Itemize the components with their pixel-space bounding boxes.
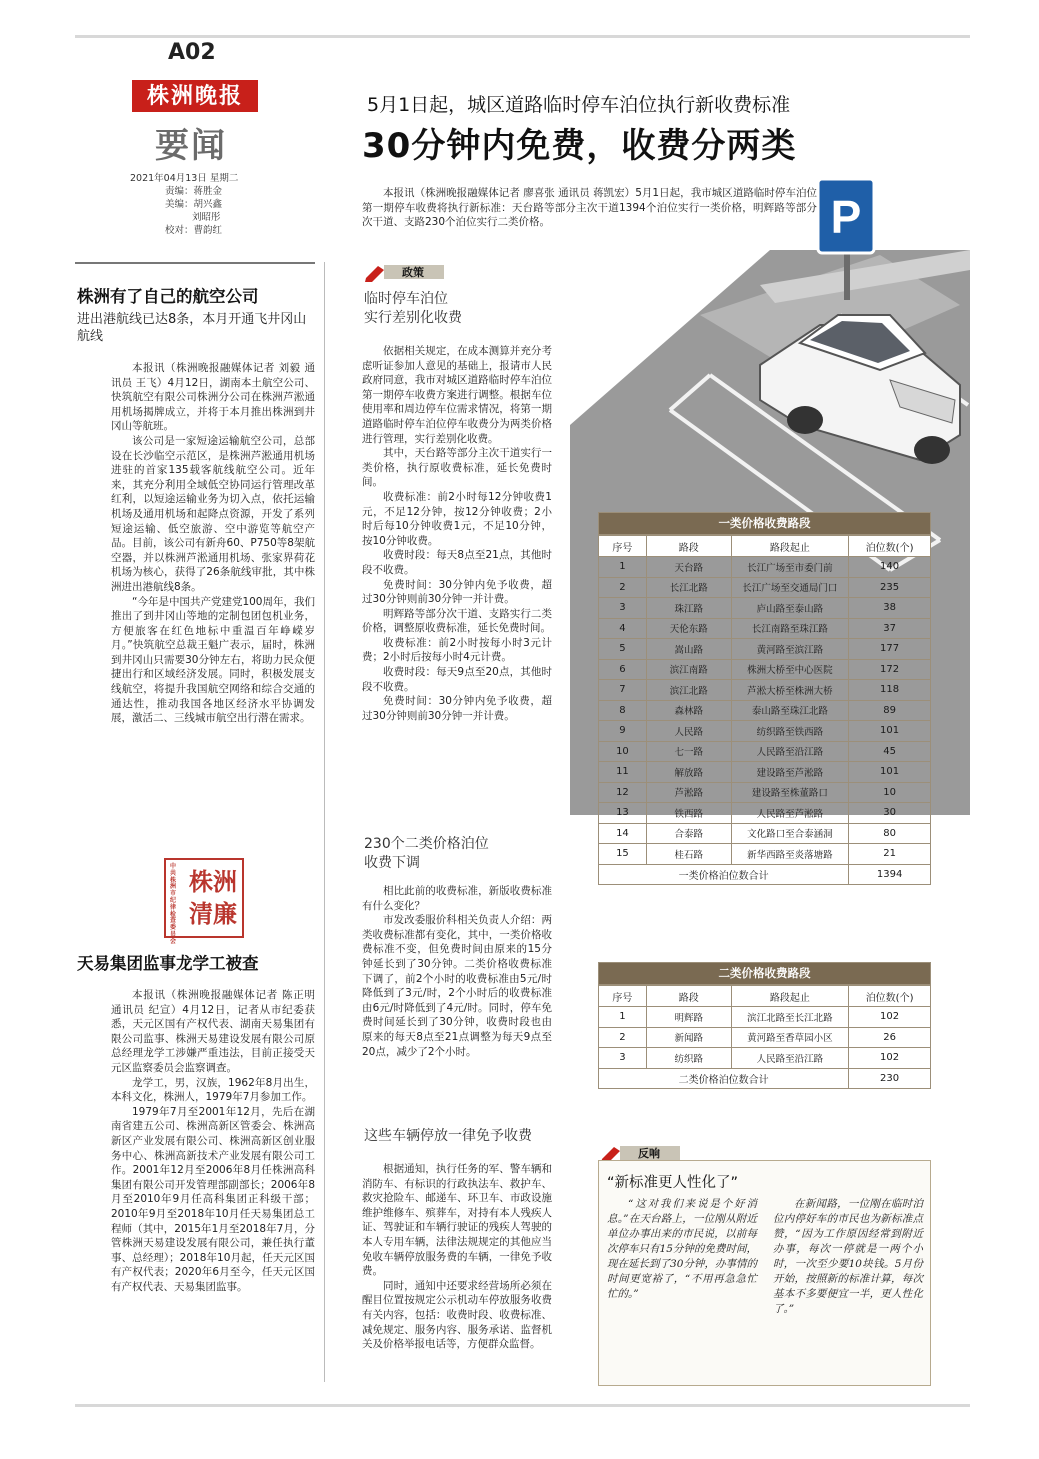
masthead-logo: 株洲晚报 xyxy=(132,80,258,112)
table-row xyxy=(599,844,931,865)
integrity-seal xyxy=(164,858,244,945)
table1-col-index: 序号 xyxy=(599,536,647,557)
policy-tag xyxy=(362,262,452,282)
cell-range: 人民路至芦淞路 xyxy=(731,803,849,824)
cell-road: 明辉路 xyxy=(646,1007,731,1028)
sec2-title-line1: 230个二类价格泊位 xyxy=(364,836,489,852)
top-rule xyxy=(75,35,970,38)
cell-range: 新华西路至炎落塘路 xyxy=(731,844,849,865)
cell-spaces: 140 xyxy=(849,557,931,578)
table-row xyxy=(599,782,931,803)
cell-index: 15 xyxy=(599,844,647,865)
cell-road: 滨江南路 xyxy=(646,659,731,680)
sec2-title-line2: 收费下调 xyxy=(364,855,420,871)
cell-range: 芦淞大桥至株洲大桥 xyxy=(731,680,849,701)
fee-table-class1 xyxy=(598,512,931,885)
cell-road: 解放路 xyxy=(646,762,731,783)
table1-col-road: 路段 xyxy=(646,536,731,557)
cell-range: 株洲大桥至中心医院 xyxy=(731,659,849,680)
story-airline xyxy=(77,283,315,726)
table1-col-spaces: 泊位数(个) xyxy=(849,536,931,557)
cell-spaces: 172 xyxy=(849,659,931,680)
table-row xyxy=(599,741,931,762)
cell-spaces: 102 xyxy=(849,1048,931,1069)
sec3-title: 这些车辆停放一律免予收费 xyxy=(364,1128,532,1144)
table-row xyxy=(599,721,931,742)
cell-range: 长江广场至市委门前 xyxy=(731,557,849,578)
sec1-para-1: 依据相关规定，在成本测算并充分考虑听证参加人意见的基础上，报请市人民政府同意，我市对城区道路临时停车泊位第一期停车收费方案进行调整。根据车位使用率和周边停车位需求情况，将第一期道路临时停车泊位停车收费分为两类价格进行管理，实行差别化收费。 xyxy=(362,345,552,445)
sec2-para-1: 相比此前的收费标准，新版收费标准有什么变化？ xyxy=(362,885,552,912)
main-lead-text: 本报讯（株洲晚报融媒体记者 廖喜张 通讯员 蒋凯宏）5月1日起，我市城区道路临时停车泊位第一期停车收费将执行新标准：天台路等部分主次干道1394个泊位实行一类价格，明辉路等部分次干道、支路230个泊位实行二类价格。 xyxy=(362,187,817,229)
left-divider-top xyxy=(75,262,315,264)
cell-road: 合泰路 xyxy=(646,823,731,844)
cell-spaces: 102 xyxy=(849,1007,931,1028)
cell-spaces: 101 xyxy=(849,721,931,742)
cell-index: 7 xyxy=(599,680,647,701)
cell-index: 1 xyxy=(599,557,647,578)
table2-total-label: 二类价格泊位数合计 xyxy=(599,1068,849,1089)
cell-index: 9 xyxy=(599,721,647,742)
cell-index: 1 xyxy=(599,1007,647,1028)
cell-road: 人民路 xyxy=(646,721,731,742)
cell-range: 泰山路至珠江北路 xyxy=(731,700,849,721)
cell-range: 黄河路至香草园小区 xyxy=(731,1027,849,1048)
cell-index: 11 xyxy=(599,762,647,783)
table-row xyxy=(599,618,931,639)
table-row xyxy=(599,639,931,660)
meta-date: 2021年04月13日 星期二 xyxy=(130,173,239,184)
sec1-para-9: 免费时间：30分钟内免予收费，超过30分钟则前30分钟一并计费。 xyxy=(362,695,552,722)
table2-title: 二类价格收费路段 xyxy=(598,962,931,985)
story-airline-para-2: 该公司是一家短途运输航空公司，总部设在长沙临空示范区，是株洲芦淞通用机场进驻的首家135载客航线航空公司。近年来，其充分利用全域低空协同运行管理改革红利，以短途运输业务为切入点，依托运输机场及通用机场和起降点资源，开发了系列短途运输、低空旅游、空中游览等航空产品。目前，该公司有新舟60、P750等8架航空器，并以株洲芦淞通用机场、张家界荷花机场为核心，获得了26条航线审批，其中株洲进出港航线8条。 xyxy=(111,434,315,593)
meta-editor: 责编：蒋胜金 xyxy=(165,186,223,197)
sec1-para-3: 收费标准：前2小时每12分钟收费1元，不足12分钟，按12分钟收费；2小时后每10分钟收费1元，不足10分钟，按10分钟收费。 xyxy=(362,490,552,547)
cell-range: 庐山路至泰山路 xyxy=(731,598,849,619)
table1 xyxy=(598,535,931,885)
cell-spaces: 30 xyxy=(849,803,931,824)
table-row xyxy=(599,1027,931,1048)
cell-spaces: 177 xyxy=(849,639,931,660)
table-row xyxy=(599,823,931,844)
sec1-title xyxy=(364,290,462,328)
story-airline-title: 株洲有了自己的航空公司 xyxy=(77,287,259,306)
cell-road: 长江北路 xyxy=(646,577,731,598)
sec2-para-2: 市发改委服价科相关负责人介绍：两类收费标准都有变化，其中，一类价格收费标准不变，但免费时间由原来的15分钟延长到了30分钟。二类价格收费标准下调了，前2个小时的收费标准由5元/时降低到了3元/时，2个小时后的收费标准由6元/时降低到了4元/时。同时，停车免费时间延长到了30分钟，收费时段也由原来的每天8点至21点调整为每天9点至20点，减少了2个小时。 xyxy=(362,914,552,1058)
cell-index: 3 xyxy=(599,598,647,619)
story-airline-subtitle: 进出港航线已达8条，本月开通飞井冈山航线 xyxy=(77,312,307,344)
table1-total-row xyxy=(599,864,931,885)
sec1-para-5: 免费时间：30分钟内免予收费，超过30分钟则前30分钟一并计费。 xyxy=(362,578,552,606)
meta-art-editor-2: 刘昭彤 xyxy=(192,212,221,223)
cell-index: 13 xyxy=(599,803,647,824)
cell-range: 建设路至株董路口 xyxy=(731,782,849,803)
cell-spaces: 21 xyxy=(849,844,931,865)
table1-header-row xyxy=(599,536,931,557)
cell-index: 8 xyxy=(599,700,647,721)
section-title: 要闻 xyxy=(155,126,227,166)
cell-index: 5 xyxy=(599,639,647,660)
cell-range: 纺织路至铁西路 xyxy=(731,721,849,742)
meta-proofreader: 校对：曹韵红 xyxy=(165,225,223,236)
cell-road: 珠江路 xyxy=(646,598,731,619)
sec1-para-4: 收费时段：每天8点至21点，其他时段不收费。 xyxy=(362,549,552,576)
fee-table-class2 xyxy=(598,962,931,1089)
cell-road: 芦淞路 xyxy=(646,782,731,803)
feedback-tag-label: 反响 xyxy=(638,1147,660,1160)
cell-road: 天伦东路 xyxy=(646,618,731,639)
cell-spaces: 235 xyxy=(849,577,931,598)
cell-spaces: 80 xyxy=(849,823,931,844)
main-kicker: 5月1日起，城区道路临时停车泊位执行新收费标准 xyxy=(367,94,791,116)
table2-total-row xyxy=(599,1068,931,1089)
table-row xyxy=(599,577,931,598)
cell-road: 森林路 xyxy=(646,700,731,721)
cell-index: 6 xyxy=(599,659,647,680)
cell-road: 天台路 xyxy=(646,557,731,578)
story-inspection-para-3: 1979年7月至2001年12月，先后在湖南省建五公司、株洲高新区管委会、株洲高新区产业发展有限公司、株洲高新区创业服务中心、株洲高新技术产业发展有限公司工作。2001年12月至2006年8月任株洲高科集团有限公司开发管理部副部长；2006年8月至2010年9月任高科集团正科级干部；2010年9月至2018年10月任天易集团总工程师（其中，2015年1月至2018年7月，分管株洲天易建设发展有限公司，兼任执行董事、总经理）；2018年10月起，任天元区国有产权代表；2020年6月至今，任天元区国有产权代表、天易集团监事。 xyxy=(111,1105,315,1293)
table1-total-value: 1394 xyxy=(849,864,931,885)
table2-header-row xyxy=(599,986,931,1007)
cell-range: 文化路口至合泰涵洞 xyxy=(731,823,849,844)
cell-range: 黄河路至滨江路 xyxy=(731,639,849,660)
main-headline: 30分钟内免费，收费分两类 xyxy=(362,126,797,166)
cell-index: 12 xyxy=(599,782,647,803)
table-row xyxy=(599,659,931,680)
table-row xyxy=(599,598,931,619)
story-inspection-para-1: 本报讯（株洲晚报融媒体记者 陈正明 通讯员 纪宣）4月12日，记者从市纪委获悉，天元区国有产权代表、湖南天易集团有限公司监事、株洲天易建设发展有限公司原总经理龙学工涉嫌严重违法，目前正接受天元区监察委员会监察调查。 xyxy=(111,989,315,1074)
cell-index: 10 xyxy=(599,741,647,762)
cell-road: 纺织路 xyxy=(646,1048,731,1069)
sec1-para-8: 收费时段：每天9点至20点，其他时段不收费。 xyxy=(362,666,552,693)
feedback-box xyxy=(598,1160,931,1386)
cell-index: 14 xyxy=(599,823,647,844)
sec3-para-1: 根据通知，执行任务的军、警车辆和消防车、有标识的行政执法车、救护车、救灾抢险车、邮递车、环卫车、市政设施维护维修车、殡葬车，对持有本人残疾人证、驾驶证和车辆行驶证的残疾人驾驶的本人专用车辆，法律法规规定的其他应当免收车辆停放服务费的车辆，一律免予收费。 xyxy=(362,1163,552,1278)
cell-index: 4 xyxy=(599,618,647,639)
cell-road: 七一路 xyxy=(646,741,731,762)
table1-col-range: 路段起止 xyxy=(731,536,849,557)
cell-range: 人民路至沿江路 xyxy=(731,741,849,762)
sec1-title-line1: 临时停车泊位 xyxy=(364,291,448,307)
cell-spaces: 37 xyxy=(849,618,931,639)
cell-range: 人民路至沿江路 xyxy=(731,1048,849,1069)
cell-road: 新闻路 xyxy=(646,1027,731,1048)
left-column-rule xyxy=(324,262,325,1382)
cell-spaces: 89 xyxy=(849,700,931,721)
cell-index: 2 xyxy=(599,1027,647,1048)
page-number: A02 xyxy=(168,40,216,65)
table-row xyxy=(599,700,931,721)
sec1-title-line2: 实行差别化收费 xyxy=(364,310,462,326)
cell-spaces: 118 xyxy=(849,680,931,701)
story-airline-para-3: “今年是中国共产党建党100周年，我们推出了到井冈山等地的定制包团包机业务，方便旅客在红色地标中重温百年峥嵘岁月。”快筑航空总裁王魁广表示，届时，株洲到井冈山只需要30分钟左右，将助力民众便捷出行和区域经济发展。同时，积极发展支线航空，将提升我国航空网络和综合交通的通达性，推动我国各地区经济水平协调发展，激活二、三线城市航空出行潜在需求。 xyxy=(111,595,315,725)
cell-index: 2 xyxy=(599,577,647,598)
table2-col-spaces: 泊位数(个) xyxy=(849,986,931,1007)
cell-spaces: 101 xyxy=(849,762,931,783)
table-row xyxy=(599,1048,931,1069)
cell-road: 滨江北路 xyxy=(646,680,731,701)
story-airline-para-1: 本报讯（株洲晚报融媒体记者 刘毅 通讯员 王飞）4月12日，湖南本土航空公司、快筑航空有限公司株洲分公司在株洲芦淞通用机场揭牌成立，并将于本月推出株洲到井冈山等航班。 xyxy=(111,362,315,433)
table2-total-value: 230 xyxy=(849,1068,931,1089)
cell-range: 滨江北路至长江北路 xyxy=(731,1007,849,1028)
seal-main-text: 株洲清廉 xyxy=(189,867,237,928)
cell-road: 桂石路 xyxy=(646,844,731,865)
sec3-body xyxy=(362,1162,552,1352)
feedback-title: “新标准更人性化了” xyxy=(607,1175,739,1191)
cell-range: 建设路至芦淞路 xyxy=(731,762,849,783)
table1-title: 一类价格收费路段 xyxy=(598,512,931,535)
cell-spaces: 38 xyxy=(849,598,931,619)
cell-road: 嵩山路 xyxy=(646,639,731,660)
story-inspection xyxy=(77,950,315,1294)
story-inspection-title: 天易集团监事龙学工被查 xyxy=(77,954,259,973)
cell-spaces: 10 xyxy=(849,782,931,803)
sec1-body xyxy=(362,344,552,723)
feedback-col-1: “这对我们来说是个好消息。”在天台路上，一位刚从附近单位办事出来的市民说，以前每次停车只有15分钟的免费时间，现在延长到了30分钟，办事情的时间更宽裕了，“不用再急急忙忙的。” xyxy=(607,1198,757,1300)
policy-tag-label: 政策 xyxy=(402,266,424,279)
page-meta xyxy=(130,172,270,237)
table-row xyxy=(599,680,931,701)
cell-road: 铁西路 xyxy=(646,803,731,824)
table2-col-range: 路段起止 xyxy=(731,986,849,1007)
cell-index: 3 xyxy=(599,1048,647,1069)
table-row xyxy=(599,557,931,578)
feedback-col-2: 在新闻路，一位刚在临时泊位内停好车的市民也为新标准点赞，“因为工作原因经常到附近办事，每次一停就是一两个小时，一次至少要10块钱。5月份开始，按照新的标准计算，每次基本不多要便宜一半，更人性化了。” xyxy=(773,1198,923,1315)
cell-range: 长江南路至珠江路 xyxy=(731,618,849,639)
bottom-rule xyxy=(75,1404,970,1407)
table1-total-label: 一类价格泊位数合计 xyxy=(599,864,849,885)
table2-col-road: 路段 xyxy=(646,986,731,1007)
table2-col-index: 序号 xyxy=(599,986,647,1007)
cell-spaces: 26 xyxy=(849,1027,931,1048)
table-row xyxy=(599,803,931,824)
sec3-para-2: 同时，通知中还要求经营场所必须在醒目位置按规定公示机动车停放服务收费有关内容，包括：收费时段、收费标准、减免规定、服务内容、服务承诺、监督机关及价格举报电话等，方便群众监督。 xyxy=(362,1279,552,1351)
cell-spaces: 45 xyxy=(849,741,931,762)
table-row xyxy=(599,762,931,783)
cell-range: 长江广场至交通局门口 xyxy=(731,577,849,598)
table-row xyxy=(599,1007,931,1028)
sec2-body xyxy=(362,884,552,1059)
story-inspection-para-2: 龙学工，男，汉族，1962年8月出生，本科文化，株洲人，1979年7月参加工作。 xyxy=(111,1076,315,1104)
seal-side-text: 中共株洲市纪律检查委员会 xyxy=(170,863,177,945)
sec1-para-2: 其中，天台路等部分主次干道实行一类价格，执行原收费标准，延长免费时间。 xyxy=(362,447,552,489)
sec1-para-7: 收费标准：前2小时按每小时3元计费；2小时后按每小时4元计费。 xyxy=(362,636,552,664)
parking-sign-letter: P xyxy=(830,191,862,243)
table2 xyxy=(598,985,931,1089)
sec2-title xyxy=(364,835,489,873)
sec1-para-6: 明辉路等部分次干道、支路实行二类价格，调整原收费标准，延长免费时间。 xyxy=(362,607,552,635)
meta-art-editor: 美编：胡兴鑫 xyxy=(165,199,223,210)
